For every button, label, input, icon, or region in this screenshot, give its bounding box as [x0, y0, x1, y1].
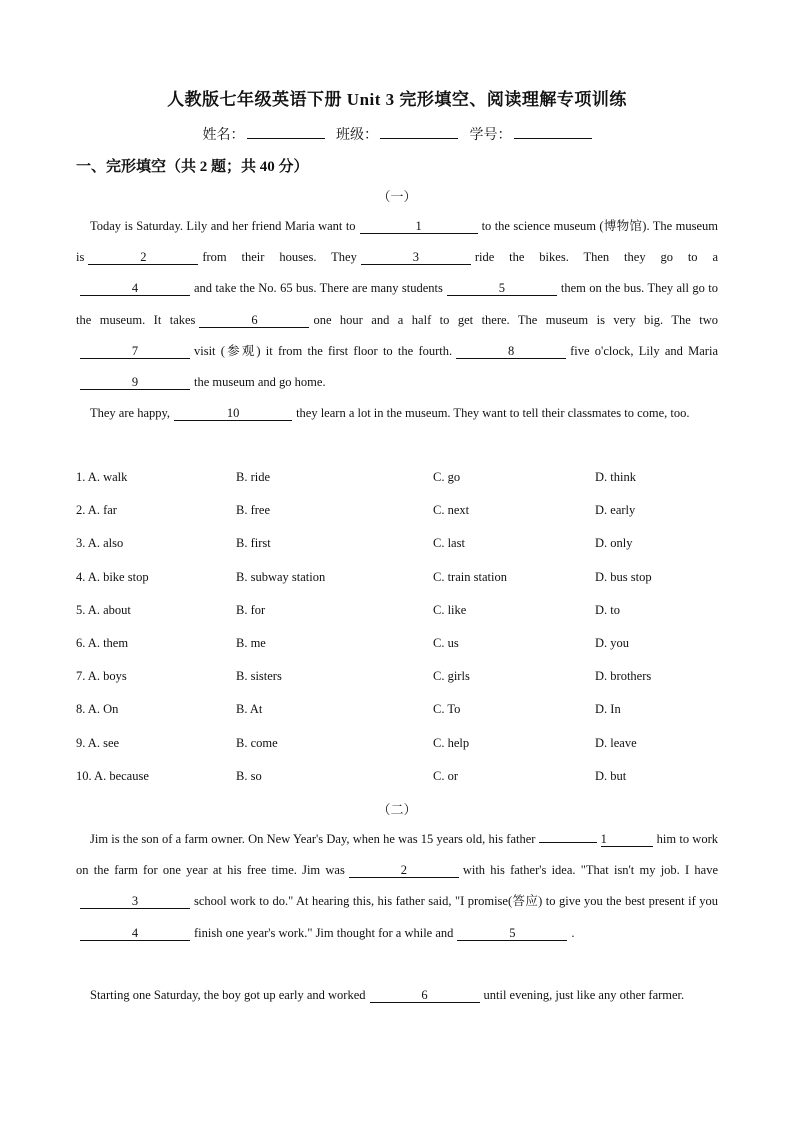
answer-option[interactable]: C. like [433, 602, 467, 617]
id-label: 学号： [469, 128, 512, 143]
option-row [76, 570, 736, 603]
answer-option[interactable]: C. us [433, 635, 459, 650]
passage1-paragraph2 [76, 398, 718, 429]
answer-option[interactable]: D. leave [595, 735, 637, 750]
page-title: 人教版七年级英语下册 Unit 3 完形填空、阅读理解专项训练 [167, 90, 627, 109]
class-label: 班级： [336, 128, 378, 143]
passage-text: they learn a lot in the museum. They want to tell their classmates to come, too. [296, 406, 690, 420]
name-blank[interactable] [247, 126, 325, 139]
answer-option[interactable]: 2. A. far [76, 503, 117, 518]
student-info-line [0, 124, 794, 144]
answer-option[interactable]: B. for [236, 602, 266, 617]
passage1-heading: （一） [377, 189, 417, 204]
option-row [76, 636, 736, 669]
option-row [76, 503, 736, 536]
answer-option[interactable]: 9. A. see [76, 735, 120, 750]
answer-blank-7[interactable]: 7 [80, 344, 190, 359]
answer-option[interactable]: B. subway station [236, 569, 326, 584]
answer-blank-10[interactable]: 10 [174, 406, 292, 421]
passage2-paragraph1 [76, 824, 718, 949]
passage-text: . [571, 925, 575, 940]
option-row [76, 536, 736, 569]
answer-blank-2-1[interactable]: 1 [601, 832, 653, 847]
answer-blank-1[interactable]: 1 [360, 219, 478, 234]
answer-option[interactable]: 5. A. about [76, 602, 131, 617]
answer-option[interactable]: C. To [433, 702, 461, 717]
passage-text: Jim is the son of a farm owner. On New Year's Day, when he was 15 years old, his father [90, 832, 536, 846]
passage-text: the museum and go home. [194, 375, 326, 390]
passage-text: and take the No. 65 bus. There are many students [194, 281, 443, 296]
answer-blank-2-3[interactable]: 3 [80, 894, 190, 909]
answer-option[interactable]: B. sisters [236, 669, 282, 684]
passage-text: him to work on the farm for one year at his free time. Jim was [76, 832, 718, 878]
answer-option[interactable]: B. so [236, 768, 262, 783]
answer-option[interactable]: 4. A. bike stop [76, 569, 149, 584]
passage-text: five o'clock, Lily and Maria [570, 343, 718, 358]
passage-text: They are happy, [90, 406, 171, 420]
passage-text: Starting one Saturday, the boy got up early and worked [90, 988, 366, 1002]
passage-text: ride the bikes. Then they go to a [474, 250, 718, 265]
answer-option[interactable]: D. to [595, 602, 620, 617]
passage-text: visit (参观) it from the first floor to the fourth. [194, 343, 453, 358]
name-label: 姓名： [202, 128, 245, 143]
answer-blank-3[interactable]: 3 [361, 250, 471, 265]
answer-blank-4[interactable]: 4 [80, 281, 190, 296]
answer-option[interactable]: B. ride [236, 470, 271, 484]
passage-text: Today is Saturday. Lily and her friend Maria want to [90, 219, 356, 233]
answer-option[interactable]: D. you [595, 635, 630, 650]
answer-option[interactable]: C. last [433, 536, 465, 551]
answer-option[interactable]: C. girls [433, 669, 470, 684]
answer-option[interactable]: C. next [433, 503, 470, 518]
answer-blank-2-1a[interactable] [539, 842, 597, 843]
answer-blank-2-4[interactable]: 4 [80, 926, 190, 941]
passage-text: them on the bus. They all go to the museum. It takes [76, 281, 718, 327]
answer-option[interactable]: 7. A. boys [76, 669, 127, 684]
option-row [76, 702, 736, 735]
answer-option[interactable]: D. think [595, 470, 636, 484]
answer-option[interactable]: D. only [595, 536, 633, 551]
answer-option[interactable]: B. At [236, 702, 263, 717]
answer-option[interactable]: D. but [595, 768, 627, 783]
answer-option[interactable]: C. train station [433, 569, 507, 584]
option-row [76, 669, 736, 702]
answer-option[interactable]: C. or [433, 768, 458, 783]
passage1-paragraph1 [76, 211, 718, 398]
passage2-paragraph2 [76, 980, 718, 1011]
passage-text: until evening, just like any other farmer. [483, 988, 685, 1002]
passage-text: to the science museum (博物馆). The museum is [76, 219, 718, 265]
id-field[interactable] [470, 124, 592, 144]
passage-text: school work to do." At hearing this, his father said, "I promise(答应) to give you the best present if you [194, 894, 718, 909]
answer-option[interactable]: D. bus stop [595, 569, 652, 584]
answer-option[interactable]: C. go [433, 470, 461, 484]
option-row [76, 470, 736, 503]
option-row [76, 736, 736, 769]
answer-option[interactable]: 6. A. them [76, 635, 129, 650]
answer-blank-5[interactable]: 5 [447, 281, 557, 296]
passage2-heading: （二） [377, 802, 417, 817]
answer-option[interactable]: 3. A. also [76, 536, 124, 551]
answer-option[interactable]: B. first [236, 536, 271, 551]
section-heading: 一、完形填空（共 2 题；共 40 分） [76, 159, 309, 175]
answer-blank-9[interactable]: 9 [80, 375, 190, 390]
passage-text: with his father's idea. "That isn't my job. I have [462, 863, 718, 878]
answer-option[interactable]: D. brothers [595, 669, 652, 684]
option-row [76, 603, 736, 636]
option-row [76, 769, 736, 802]
passage-text: one hour and a half to get there. The museum is very big. The two [313, 312, 719, 327]
answer-option[interactable]: B. me [236, 635, 266, 650]
answer-option[interactable]: 1. A. walk [76, 470, 128, 484]
answer-blank-2-6[interactable]: 6 [370, 988, 480, 1003]
answer-option[interactable]: C. help [433, 735, 470, 750]
name-field[interactable] [203, 124, 325, 144]
answer-option[interactable]: D. In [595, 702, 621, 717]
class-field[interactable] [336, 124, 458, 144]
answer-option[interactable]: 8. A. On [76, 702, 119, 717]
answer-blank-6[interactable]: 6 [199, 313, 309, 328]
class-blank[interactable] [380, 126, 458, 139]
answer-blank-2-5[interactable]: 5 [457, 926, 567, 941]
answer-option[interactable]: D. early [595, 503, 636, 518]
passage-text: finish one year's work." Jim thought for a while and [194, 925, 454, 940]
answer-blank-8[interactable]: 8 [456, 344, 566, 359]
answer-option[interactable]: B. come [236, 735, 278, 750]
answer-option[interactable]: 10. A. because [76, 768, 149, 783]
id-blank[interactable] [514, 126, 592, 139]
answer-blank-2-2[interactable]: 2 [349, 863, 459, 878]
answer-option[interactable]: B. free [236, 503, 271, 518]
answer-options [76, 470, 736, 802]
passage-text: from their houses. They [202, 250, 357, 265]
answer-blank-2[interactable]: 2 [88, 250, 198, 265]
